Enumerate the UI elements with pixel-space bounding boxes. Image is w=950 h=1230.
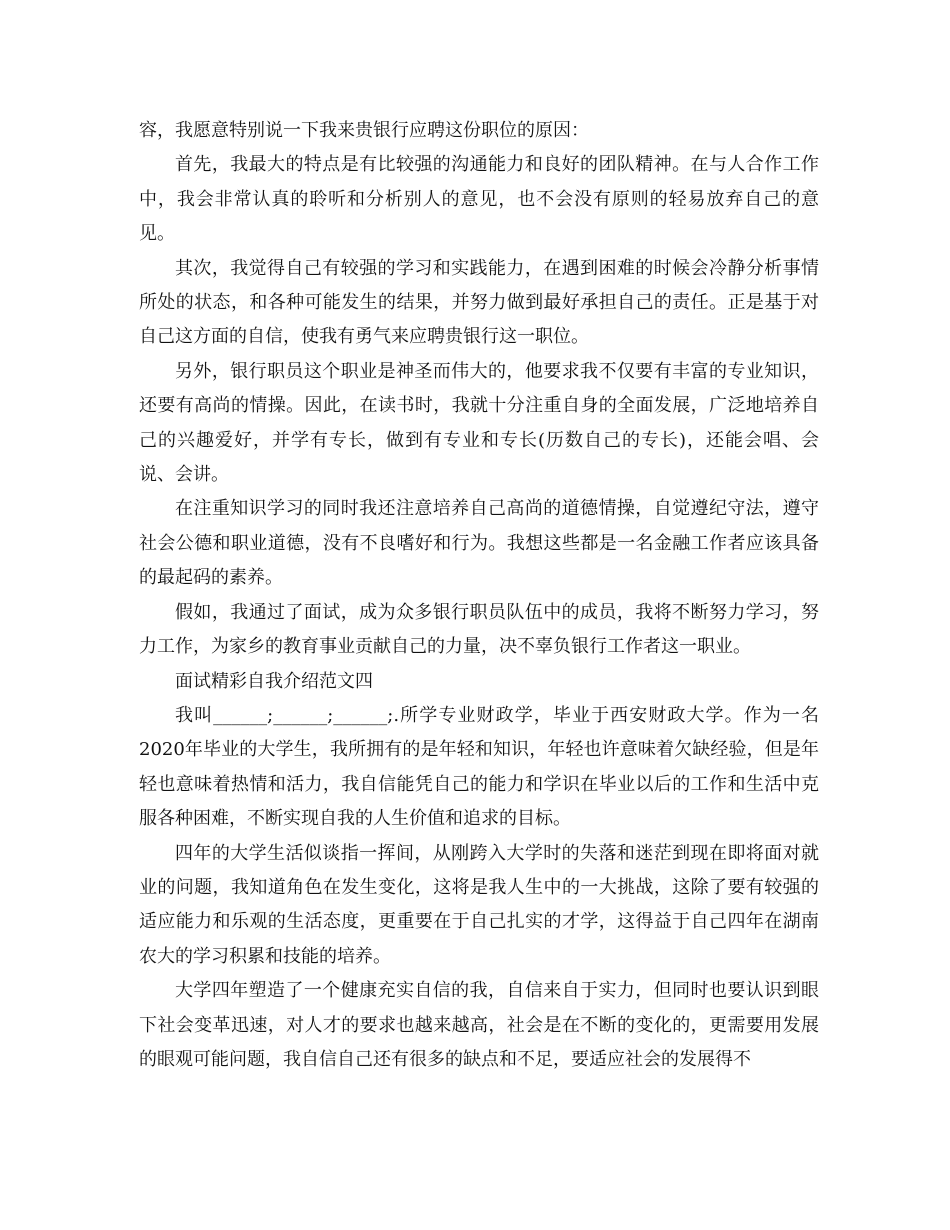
paragraph: 四年的大学生活似谈指一挥间，从刚跨入大学时的失落和迷茫到现在即将面对就业的问题，我知道角色在发生变化，这将是我人生中的一大挑战，这除了要有较强的适应能力和乐观的生活态度，更重要在于自己扎实的才学，这得益于自己四年在湖南农大的学习积累和技能的培养。 (139, 842, 819, 967)
paragraph: 容，我愿意特别说一下我来贵银行应聘这份职位的原因： (139, 120, 589, 141)
section-heading: 面试精彩自我介绍范文四 (175, 670, 373, 692)
paragraph: 首先，我最大的特点是有比较强的沟通能力和良好的团队精神。在与人合作工作中，我会非常认真的聆听和分析别人的意见，也不会没有原则的轻易放弃自己的意见。 (139, 154, 819, 245)
paragraph: 另外，银行职员这个职业是神圣而伟大的，他要求我不仅要有丰富的专业知识，还要有高尚的情操。因此，在读书时，我就十分注重自身的全面发展，广泛地培养自己的兴趣爱好，并学有专长，做到有专业和专长(历数自己的专长)，还能会唱、会说、会讲。 (139, 360, 819, 486)
paragraph: 我叫______;______;______;.所学专业财政学，毕业于西安财政大学。作为一名2020年毕业的大学生，我所拥有的是年轻和知识，年轻也许意味着欠缺经验，但是年轻也意味着热情和活力，我自信能凭自己的能力和学识在毕业以后的工作和生活中克服各种困难，不断实现自我的人生价值和追求的目标。 (139, 704, 819, 830)
paragraph: 假如，我通过了面试，成为众多银行职员队伍中的成员，我将不断努力学习，努力工作，为家乡的教育事业贡献自己的力量，决不辜负银行工作者这一职业。 (139, 601, 819, 658)
document-body (139, 114, 819, 1077)
paragraph: 其次，我觉得自己有较强的学习和实践能力，在遇到困难的时候会冷静分析事情所处的状态，和各种可能发生的结果，并努力做到最好承担自己的责任。正是基于对自己这方面的自信，使我有勇气来应聘贵银行这一职位。 (139, 257, 819, 348)
paragraph: 大学四年塑造了一个健康充实自信的我，自信来自于实力，但同时也要认识到眼下社会变革迅速，对人才的要求也越来越高，社会是在不断的变化的，更需要用发展的眼观可能问题，我自信自己还有很多的缺点和不足，要适应社会的发展得不 (139, 980, 819, 1070)
paragraph: 在注重知识学习的同时我还注意培养自己高尚的道德情操，自觉遵纪守法，遵守社会公德和职业道德，没有不良嗜好和行为。我想这些都是一名金融工作者应该具备的最起码的素养。 (139, 498, 819, 589)
